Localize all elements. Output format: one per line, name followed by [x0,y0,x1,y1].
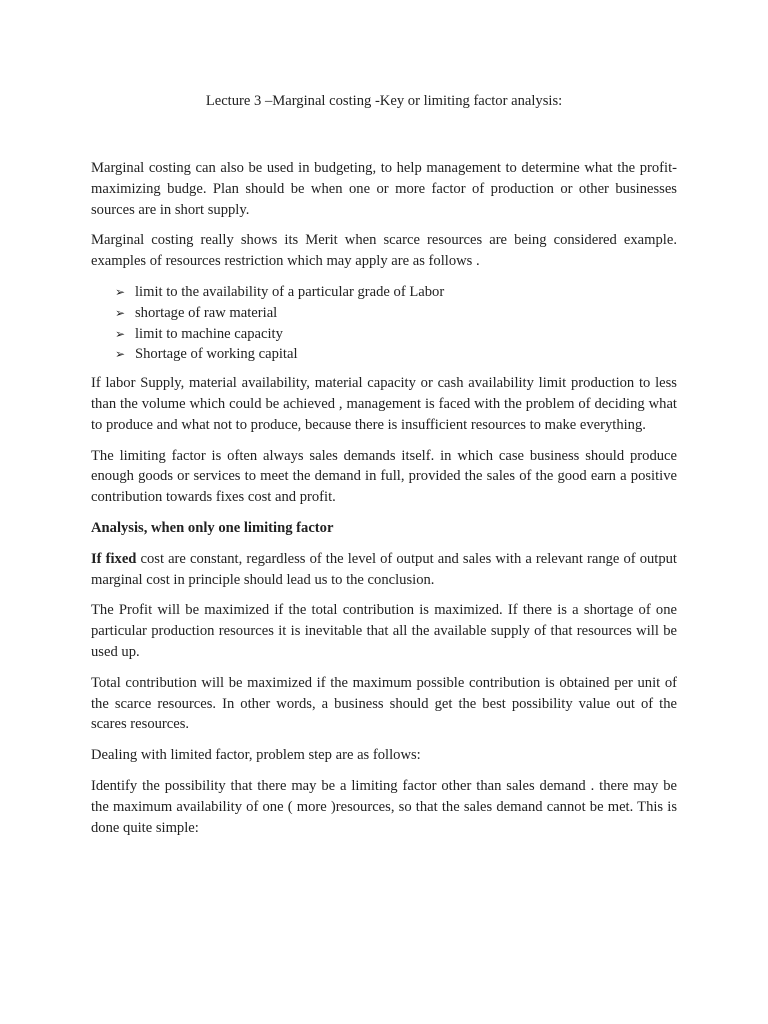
restriction-list [91,282,677,365]
arrow-bullet-icon: ➢ [115,284,126,299]
paragraph-total-contribution: Total contribution will be maximized if the maximum possible contribution is obtained per unit of the scarce resources. In other words, a business should get the best possibility value out of the scares resources. [91,674,677,733]
arrow-bullet-icon: ➢ [115,347,126,362]
paragraph-labor-supply: If labor Supply, material availability, material capacity or cash availability limit production to less than the volume which could be achieved , management is faced with the problem of deciding what to produce and what not to produce, because there is insufficient resources to make everything. [91,375,677,433]
arrow-bullet-icon: ➢ [115,305,126,320]
list-item: ➢ Shortage of working capital [115,344,677,365]
paragraph-merit: Marginal costing really shows its Merit when scarce resources are being considered example. examples of resources restriction which may apply are as follows . [91,232,677,270]
list-item: ➢ shortage of raw material [115,303,677,324]
page-title: Lecture 3 –Marginal costing -Key or limiting factor analysis: [205,93,563,109]
list-item: ➢ limit to the availability of a particular grade of Labor [115,282,677,303]
paragraph-intro: Marginal costing can also be used in budgeting, to help management to determine what the profit-maximizing budge. Plan should be when one or more factor of production or other businesses sources are in short supply. [91,160,677,218]
bold-lead: If fixed [91,550,137,567]
list-item: ➢ limit to machine capacity [115,324,677,345]
section-heading: Analysis, when only one limiting factor [91,519,334,536]
paragraph-limiting-factor: The limiting factor is often always sales demands itself. in which case business should produce enough goods or services to meet the demand in full, provided the sales of the good earn a positive contribution towards fixes cost and profit. [91,447,677,506]
paragraph-profit: The Profit will be maximized if the total contribution is maximized. If there is a shortage of one particular production resources it is inevitable that all the available supply of that resources will be used up. [91,602,677,660]
paragraph-steps: Dealing with limited factor, problem step are as follows: [91,747,421,764]
paragraph-identify: Identify the possibility that there may be a limiting factor other than sales demand . there may be the maximum availability of one ( more )resources, so that the sales demand cannot be met. This is done quite simple: [91,777,677,836]
arrow-bullet-icon: ➢ [115,326,126,341]
paragraph-fixed-cost: If fixed cost are constant, regardless of the level of output and sales with a relevant range of output marginal cost in principle should lead us to the conclusion. [91,550,677,588]
